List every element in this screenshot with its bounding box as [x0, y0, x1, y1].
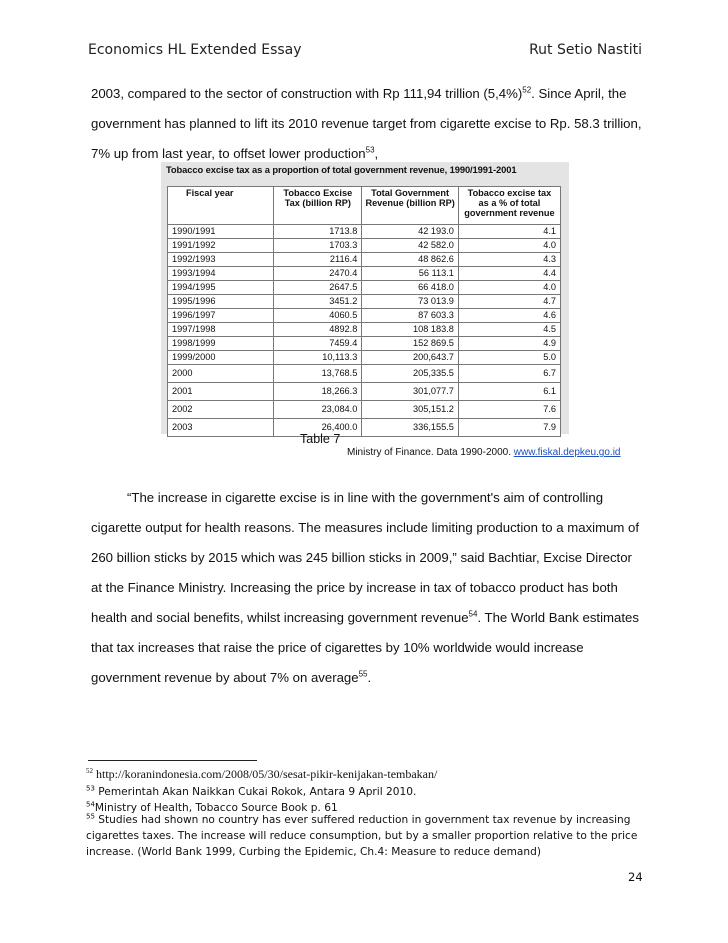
footnote-separator: [88, 760, 257, 761]
table-row: [168, 309, 561, 323]
table-cell: 10,113.3: [274, 351, 362, 365]
table-cell: 4.6: [458, 309, 560, 323]
table-cell: 301,077.7: [362, 383, 459, 401]
table-cell: 23,084.0: [274, 401, 362, 419]
table-cell: 18,266.3: [274, 383, 362, 401]
table-cell: 4.7: [458, 295, 560, 309]
table-cell: 205,335.5: [362, 365, 459, 383]
table-cell: 4892.8: [274, 323, 362, 337]
table-cell: 2000: [168, 365, 274, 383]
footnote-53: $^{53}$ Pemerintah Akan Naikkan Cukai Rokok, Antara 9 April 2010.: [86, 784, 417, 798]
footnote-52: $^{52}$ http://koranindonesia.com/2008/05/30/sesat-pikir-kenijakan-tembakan/: [86, 767, 438, 781]
table-cell: 1999/2000: [168, 351, 274, 365]
header-author: Rut Setio Nastiti: [529, 42, 642, 58]
text-line: “The increase in cigarette excise is in line with the government's aim of controlling: [127, 490, 604, 505]
table-cell: 6.7: [458, 365, 560, 383]
table-cell: 1994/1995: [168, 281, 274, 295]
table-cell: 7.9: [458, 419, 560, 437]
column-header: Fiscal year: [168, 187, 274, 225]
table-cell: 42 193.0: [362, 225, 459, 239]
table-cell: 4.5: [458, 323, 560, 337]
table-row: [168, 225, 561, 239]
text-line: 260 billion sticks by 2015 which was 245 billion sticks in 2009,” said Bachtiar, Excise Director: [91, 550, 632, 565]
table-cell: 48 862.6: [362, 253, 459, 267]
footnote-54: $^{54}$Ministry of Health, Tobacco Source Book p. 61: [86, 800, 338, 814]
table-source: Ministry of Finance. Data 1990-2000. www.fiskal.depkeu.go.id: [347, 447, 621, 458]
table-cell: 26,400.0: [274, 419, 362, 437]
text-line: cigarette output for health reasons. The measures include limiting production to a maximum of: [91, 520, 640, 535]
table-row: [168, 323, 561, 337]
table-row: [168, 253, 561, 267]
table-row: [168, 267, 561, 281]
table-cell: 200,643.7: [362, 351, 459, 365]
text-line: government revenue by about 7% on average$^{55}$.: [91, 669, 372, 685]
table-cell: 4.0: [458, 239, 560, 253]
table-row: [168, 239, 561, 253]
table-row: [168, 383, 561, 401]
table-cell: 1992/1993: [168, 253, 274, 267]
table-caption: Table 7: [300, 432, 341, 446]
text-line: at the Finance Ministry. Increasing the price by increase in tax of tobacco product has both: [91, 580, 618, 595]
table-row: [168, 351, 561, 365]
table-cell: 4.9: [458, 337, 560, 351]
table-cell: 13,768.5: [274, 365, 362, 383]
footnote-ref: 55: [358, 669, 368, 679]
table-cell: 6.1: [458, 383, 560, 401]
table-cell: 2003: [168, 419, 274, 437]
table-cell: 2470.4: [274, 267, 362, 281]
text-line: 7% up from last year, to offset lower production$^{53}$,: [91, 145, 379, 161]
table-cell: 4.4: [458, 267, 560, 281]
column-header: Tobacco excise tax as a % of total government revenue: [458, 187, 560, 225]
table-cell: 3451.2: [274, 295, 362, 309]
table-cell: 1997/1998: [168, 323, 274, 337]
table-cell: 305,151.2: [362, 401, 459, 419]
table-cell: 4.1: [458, 225, 560, 239]
table-cell: 5.0: [458, 351, 560, 365]
text-line: health and social benefits, whilst increasing government revenue$^{54}$. The World Bank estimates: [91, 609, 639, 625]
table-cell: 1998/1999: [168, 337, 274, 351]
footnote-ref: 52: [522, 85, 532, 95]
table-cell: 336,155.5: [362, 419, 459, 437]
footnote-ref: 53: [365, 145, 375, 155]
table-cell: 108 183.8: [362, 323, 459, 337]
table-cell: 2001: [168, 383, 274, 401]
table-header-row: [168, 187, 561, 225]
table-cell: 1991/1992: [168, 239, 274, 253]
table-cell: 4060.5: [274, 309, 362, 323]
table-cell: 2647.5: [274, 281, 362, 295]
column-header: Total Government Revenue (billion RP): [362, 187, 459, 225]
table-row: [168, 401, 561, 419]
text-line: that tax increases that raise the price of cigarettes by 10% worldwide would increase: [91, 640, 584, 655]
table-cell: 2002: [168, 401, 274, 419]
table-title: Tobacco excise tax as a proportion of total government revenue, 1990/1991-2001: [166, 164, 517, 175]
table-row: [168, 419, 561, 437]
table-row: [168, 337, 561, 351]
table-cell: 1713.8: [274, 225, 362, 239]
table-cell: 1995/1996: [168, 295, 274, 309]
paragraph-quote: [91, 483, 659, 693]
paragraph-intro: [91, 79, 651, 169]
table-row: [168, 281, 561, 295]
header-title: Economics HL Extended Essay: [88, 42, 302, 58]
table-cell: 4.3: [458, 253, 560, 267]
table-cell: 152 869.5: [362, 337, 459, 351]
table-row: [168, 365, 561, 383]
table-cell: 7459.4: [274, 337, 362, 351]
source-link[interactable]: www.fiskal.depkeu.go.id: [513, 447, 621, 458]
text-line: government has planned to lift its 2010 revenue target from cigarette excise to Rp. 58.3 trillion,: [91, 116, 642, 131]
column-header: Tobacco Excise Tax (billion RP): [274, 187, 362, 225]
footnote-ref: 54: [468, 609, 478, 619]
table-cell: 1993/1994: [168, 267, 274, 281]
table-cell: 56 113.1: [362, 267, 459, 281]
table-cell: 42 582.0: [362, 239, 459, 253]
footnote-55: $^{55}$ Studies had shown no country has ever suffered reduction in government tax revenue by increasing cigarettes taxes. The increase will reduce consumption, but by a smaller proportion relative to the price increase. (World Bank 1999, Curbing the Epidemic, Ch.4: Measure to reduce demand): [86, 812, 638, 858]
table-cell: 87 603.3: [362, 309, 459, 323]
text-line: 2003, compared to the sector of construction with Rp 111,94 trillion $(5,4\%)^{52}$. Since April, the: [91, 85, 627, 101]
tobacco-tax-table: [167, 186, 561, 437]
table-cell: 4.0: [458, 281, 560, 295]
page-number: 24: [628, 870, 643, 884]
table-cell: 73 013.9: [362, 295, 459, 309]
table-cell: 7.6: [458, 401, 560, 419]
table-cell: 1703.3: [274, 239, 362, 253]
table-cell: 1990/1991: [168, 225, 274, 239]
table-row: [168, 295, 561, 309]
table-cell: 2116.4: [274, 253, 362, 267]
table-cell: 66 418.0: [362, 281, 459, 295]
table-cell: 1996/1997: [168, 309, 274, 323]
